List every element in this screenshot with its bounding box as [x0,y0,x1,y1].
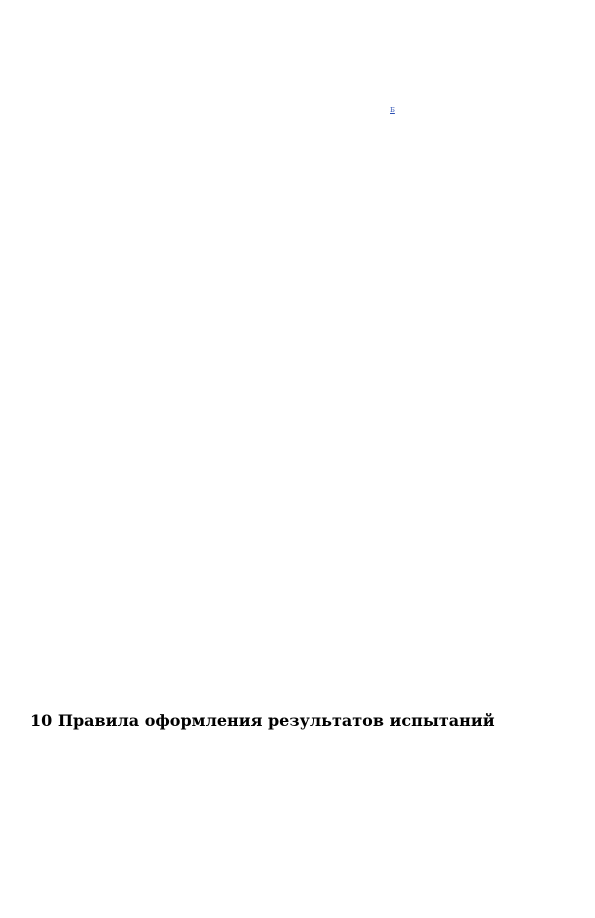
paragraph [30,453,565,463]
paragraph [30,14,565,34]
paragraph [30,477,565,497]
paragraph [30,128,565,138]
section-heading [30,366,565,376]
section-heading [30,654,565,664]
paragraph [30,567,565,587]
paragraph [30,152,565,182]
paragraph [30,48,565,58]
paragraph [30,249,565,259]
appendix-link[interactable]: Б [390,105,395,114]
list-item [30,847,565,857]
paragraph [30,678,565,698]
paragraph [30,534,565,554]
list-item [30,824,565,834]
paragraph [30,601,565,641]
list-item [30,800,565,810]
section-10-heading: 10 Правила оформления результатов испытаний [30,711,495,730]
paragraph [30,195,565,235]
paragraph [30,743,565,763]
document-page [30,14,565,918]
paragraph [30,95,565,115]
paragraph [30,343,565,353]
paragraph [30,319,565,329]
paragraph [30,390,565,440]
list-item [30,894,565,904]
list-item [30,871,565,881]
paragraph [30,510,565,520]
paragraph [30,296,565,306]
paragraph [30,272,565,282]
section-heading [30,71,565,81]
paragraph [30,777,565,787]
